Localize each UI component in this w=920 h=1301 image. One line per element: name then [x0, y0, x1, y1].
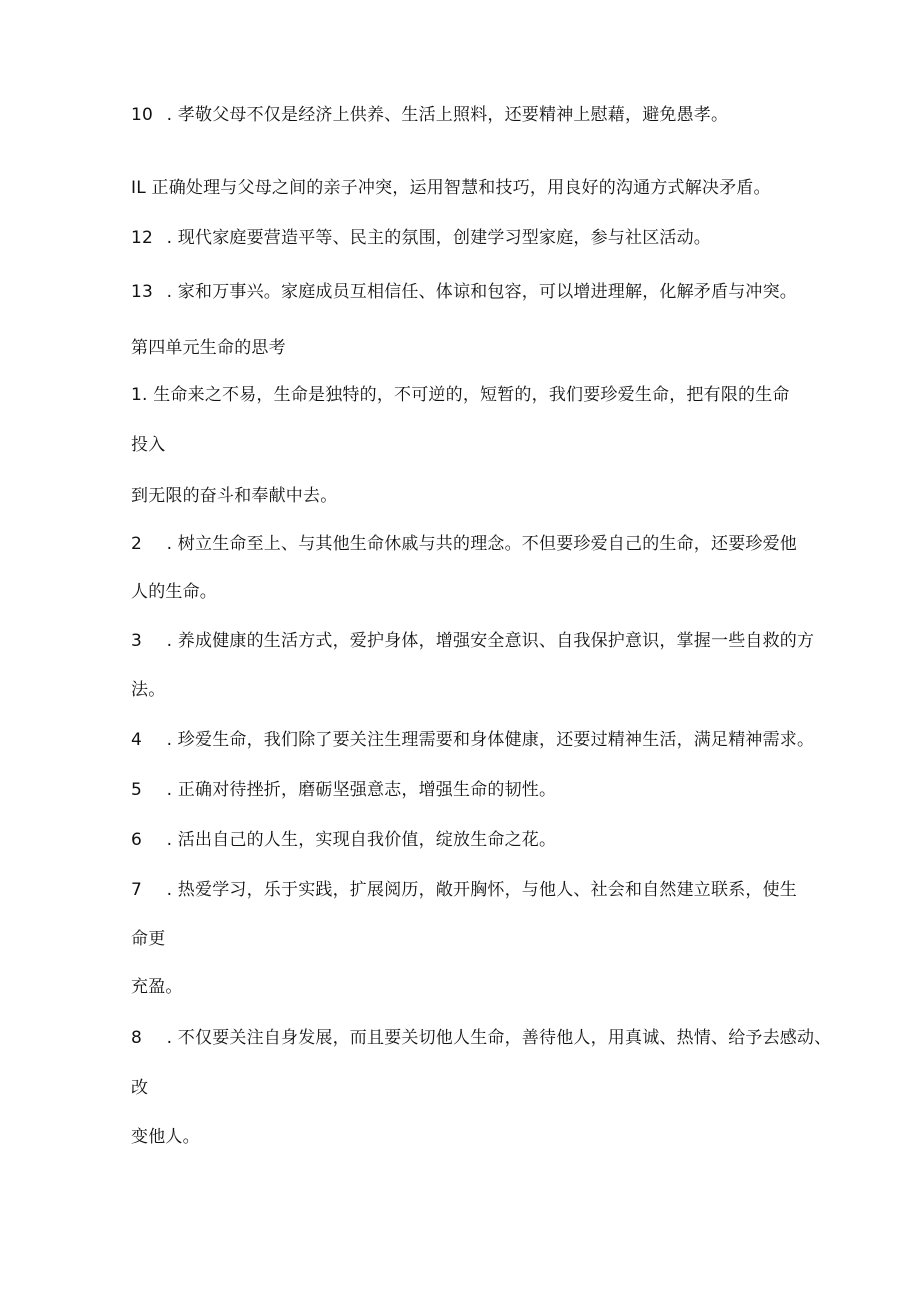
item-text: . 养成健康的生活方式，爱护身体，增强安全意识、自我保护意识，掌握一些自救的方: [161, 631, 815, 651]
item-text: 人的生命。: [131, 582, 217, 602]
item-number: 6: [131, 830, 143, 850]
item-text: 投入: [131, 435, 166, 455]
item-text: . 孝敬父母不仅是经济上供养、生活上照料，还要精神上慰藉，避免愚孝。: [161, 105, 729, 125]
item-4: [131, 729, 814, 751]
item-7: [131, 879, 797, 901]
item-13: [131, 281, 797, 303]
section-title: 第四单元生命的思考: [131, 338, 286, 358]
item-8-continuation: [131, 1126, 200, 1148]
item-text: . 家和万事兴。家庭成员互相信任、体谅和包容，可以增进理解，化解矛盾与冲突。: [161, 282, 798, 302]
item-6: [131, 829, 556, 851]
item-3-continuation: [131, 679, 165, 701]
item-1-continuation: [131, 485, 337, 507]
item-text: 改: [131, 1078, 149, 1098]
item-text: 正确处理与父母之间的亲子冲突，运用智慧和技巧，用良好的沟通方式解决矛盾。: [145, 178, 771, 198]
item-3: [131, 630, 814, 652]
item-text: . 活出自己的人生，实现自我价值，绽放生命之花。: [161, 830, 557, 850]
item-number: 7: [131, 880, 143, 900]
item-7-continuation: [131, 928, 165, 950]
item-12: [131, 227, 711, 249]
item-number: 5: [131, 780, 143, 800]
item-11: [131, 177, 771, 199]
item-1: [131, 384, 790, 406]
item-10: [131, 104, 728, 126]
item-text: . 不仅要关注自身发展，而且要关切他人生命，善待他人，用真诚、热情、给予去感动、: [161, 1028, 832, 1048]
item-text: 生命来之不易，生命是独特的，不可逆的，短暂的，我们要珍爱生命，把有限的生命: [147, 385, 790, 405]
item-number: 2: [131, 534, 143, 554]
item-text: 命更: [131, 929, 166, 949]
item-text: . 树立生命至上、与其他生命休戚与共的理念。不但要珍爱自己的生命，还要珍爱他: [161, 534, 798, 554]
section-heading: [131, 337, 286, 359]
item-number: 8: [131, 1028, 143, 1048]
item-8-continuation: [131, 1077, 148, 1099]
item-text: 充盈。: [131, 977, 183, 997]
item-text: 法。: [131, 680, 166, 700]
item-2: [131, 533, 797, 555]
item-text: . 珍爱生命，我们除了要关注生理需要和身体健康，还要过精神生活，满足精神需求。: [161, 730, 815, 750]
item-2-continuation: [131, 581, 217, 603]
item-number: 13: [131, 282, 154, 302]
item-text: . 正确对待挫折，磨砺坚强意志，增强生命的韧性。: [161, 780, 557, 800]
item-text: . 热爱学习，乐于实践，扩展阅历，敞开胸怀，与他人、社会和自然建立联系，使生: [161, 880, 798, 900]
item-number: 10: [131, 105, 154, 125]
item-number: 3: [131, 631, 143, 651]
item-5: [131, 779, 556, 801]
item-7-continuation: [131, 976, 183, 998]
item-text: . 现代家庭要营造平等、民主的氛围，创建学习型家庭，参与社区活动。: [161, 228, 712, 248]
item-number: 1.: [131, 385, 148, 405]
item-number: IL: [131, 178, 146, 198]
item-number: 12: [131, 228, 154, 248]
item-text: 到无限的奋斗和奉献中去。: [131, 486, 338, 506]
item-8: [131, 1027, 831, 1049]
item-1-continuation: [131, 434, 165, 456]
item-number: 4: [131, 730, 143, 750]
item-text: 变他人。: [131, 1127, 200, 1147]
